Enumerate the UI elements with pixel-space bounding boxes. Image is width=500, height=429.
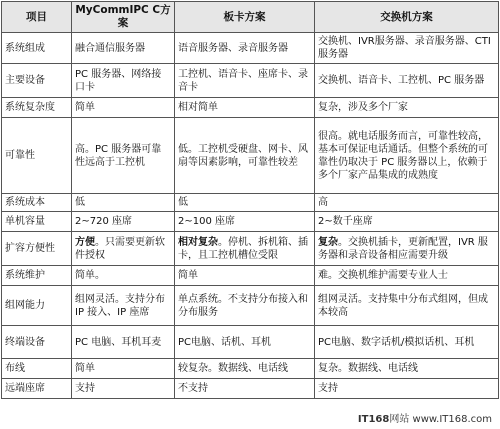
- table-row: [2, 33, 499, 64]
- cell-mycommipcc: 简单: [72, 359, 175, 379]
- row-label: 组网能力: [2, 286, 72, 326]
- cell-mycommipcc: PC 服务器、网络接口卡: [72, 64, 175, 98]
- cell-switch: PC电脑、数字话机/模拟话机、耳机: [315, 326, 499, 359]
- cell-board: 相对简单: [175, 98, 315, 118]
- cell-switch: [315, 232, 499, 266]
- emphasis: 相对复杂: [178, 236, 218, 248]
- cell-text: 。只需要更新软件授权: [75, 236, 165, 261]
- cell-board: 工控机、语音卡、座席卡、录音卡: [175, 64, 315, 98]
- row-label: 系统组成: [2, 33, 72, 64]
- table-row: [2, 118, 499, 194]
- table-row: [2, 286, 499, 326]
- table-row: [2, 359, 499, 379]
- table-row: [2, 194, 499, 212]
- watermark-text: 网站 www.IT168.com: [389, 414, 492, 425]
- watermark: [356, 410, 494, 425]
- header-item: 项目: [2, 2, 72, 33]
- cell-switch: 2~数千座席: [315, 212, 499, 232]
- row-label: 系统维护: [2, 266, 72, 286]
- cell-switch: 难。交换机维护需要专业人士: [315, 266, 499, 286]
- cell-board: 简单: [175, 266, 315, 286]
- table-row: [2, 232, 499, 266]
- cell-mycommipcc: 简单: [72, 98, 175, 118]
- cell-mycommipcc: 组网灵活。支持分布 IP 接入、IP 座席: [72, 286, 175, 326]
- emphasis: 复杂: [318, 236, 338, 248]
- cell-mycommipcc: 简单。: [72, 266, 175, 286]
- cell-mycommipcc: 高。PC 服务器可靠性远高于工控机: [72, 118, 175, 194]
- cell-board: PC电脑、话机、耳机: [175, 326, 315, 359]
- watermark-site: IT168: [357, 414, 390, 425]
- cell-switch: 复杂，涉及多个厂家: [315, 98, 499, 118]
- row-label: 布线: [2, 359, 72, 379]
- table-row: [2, 64, 499, 98]
- row-label: 主要设备: [2, 64, 72, 98]
- header-mycommipcc: MyCommIPC C方案: [72, 2, 175, 33]
- table-header-row: [2, 2, 499, 33]
- cell-text: 。停机、拆机箱、插卡，且工控机槽位受限: [178, 236, 308, 261]
- row-label: 系统成本: [2, 194, 72, 212]
- cell-switch: 很高。就电话服务而言，可靠性较高，基本可保证电话通话。但整个系统的可靠性仍取决于 PC 服务器以上，依赖于多个厂家产品集成的成熟度: [315, 118, 499, 194]
- cell-text: 。交换机插卡，更新配置，IVR 服务器和录音设备相应需要升级: [318, 236, 488, 261]
- header-switch-solution: 交换机方案: [315, 2, 499, 33]
- comparison-table: [1, 1, 499, 399]
- cell-board: 不支持: [175, 379, 315, 399]
- table-row: [2, 98, 499, 118]
- cell-mycommipcc: 2~720 座席: [72, 212, 175, 232]
- table-row: [2, 326, 499, 359]
- cell-switch: 支持: [315, 379, 499, 399]
- cell-switch: 组网灵活。支持集中分布式组网，但成本较高: [315, 286, 499, 326]
- row-label: 终端设备: [2, 326, 72, 359]
- cell-board: 较复杂。数据线、电话线: [175, 359, 315, 379]
- cell-mycommipcc: [72, 232, 175, 266]
- cell-switch: 复杂。数据线、电话线: [315, 359, 499, 379]
- header-board-solution: 板卡方案: [175, 2, 315, 33]
- cell-board: [175, 232, 315, 266]
- emphasis: 方便: [75, 236, 95, 248]
- row-label: 扩容方便性: [2, 232, 72, 266]
- table-row: [2, 212, 499, 232]
- cell-mycommipcc: 低: [72, 194, 175, 212]
- cell-switch: 交换机、IVR服务器、录音服务器、CTI 服务器: [315, 33, 499, 64]
- cell-mycommipcc: 支持: [72, 379, 175, 399]
- cell-board: 低。工控机受硬盘、网卡、风扇等因素影响，可靠性较差: [175, 118, 315, 194]
- table-row: [2, 379, 499, 399]
- cell-mycommipcc: 融合通信服务器: [72, 33, 175, 64]
- cell-switch: 交换机、语音卡、工控机、PC 服务器: [315, 64, 499, 98]
- cell-board: 低: [175, 194, 315, 212]
- cell-switch: 高: [315, 194, 499, 212]
- cell-board: 语音服务器、录音服务器: [175, 33, 315, 64]
- cell-board: 2~100 座席: [175, 212, 315, 232]
- row-label: 可靠性: [2, 118, 72, 194]
- row-label: 系统复杂度: [2, 98, 72, 118]
- cell-mycommipcc: PC 电脑、耳机耳麦: [72, 326, 175, 359]
- row-label: 远端座席: [2, 379, 72, 399]
- table-row: [2, 266, 499, 286]
- row-label: 单机容量: [2, 212, 72, 232]
- cell-board: 单点系统。不支持分布接入和分布服务: [175, 286, 315, 326]
